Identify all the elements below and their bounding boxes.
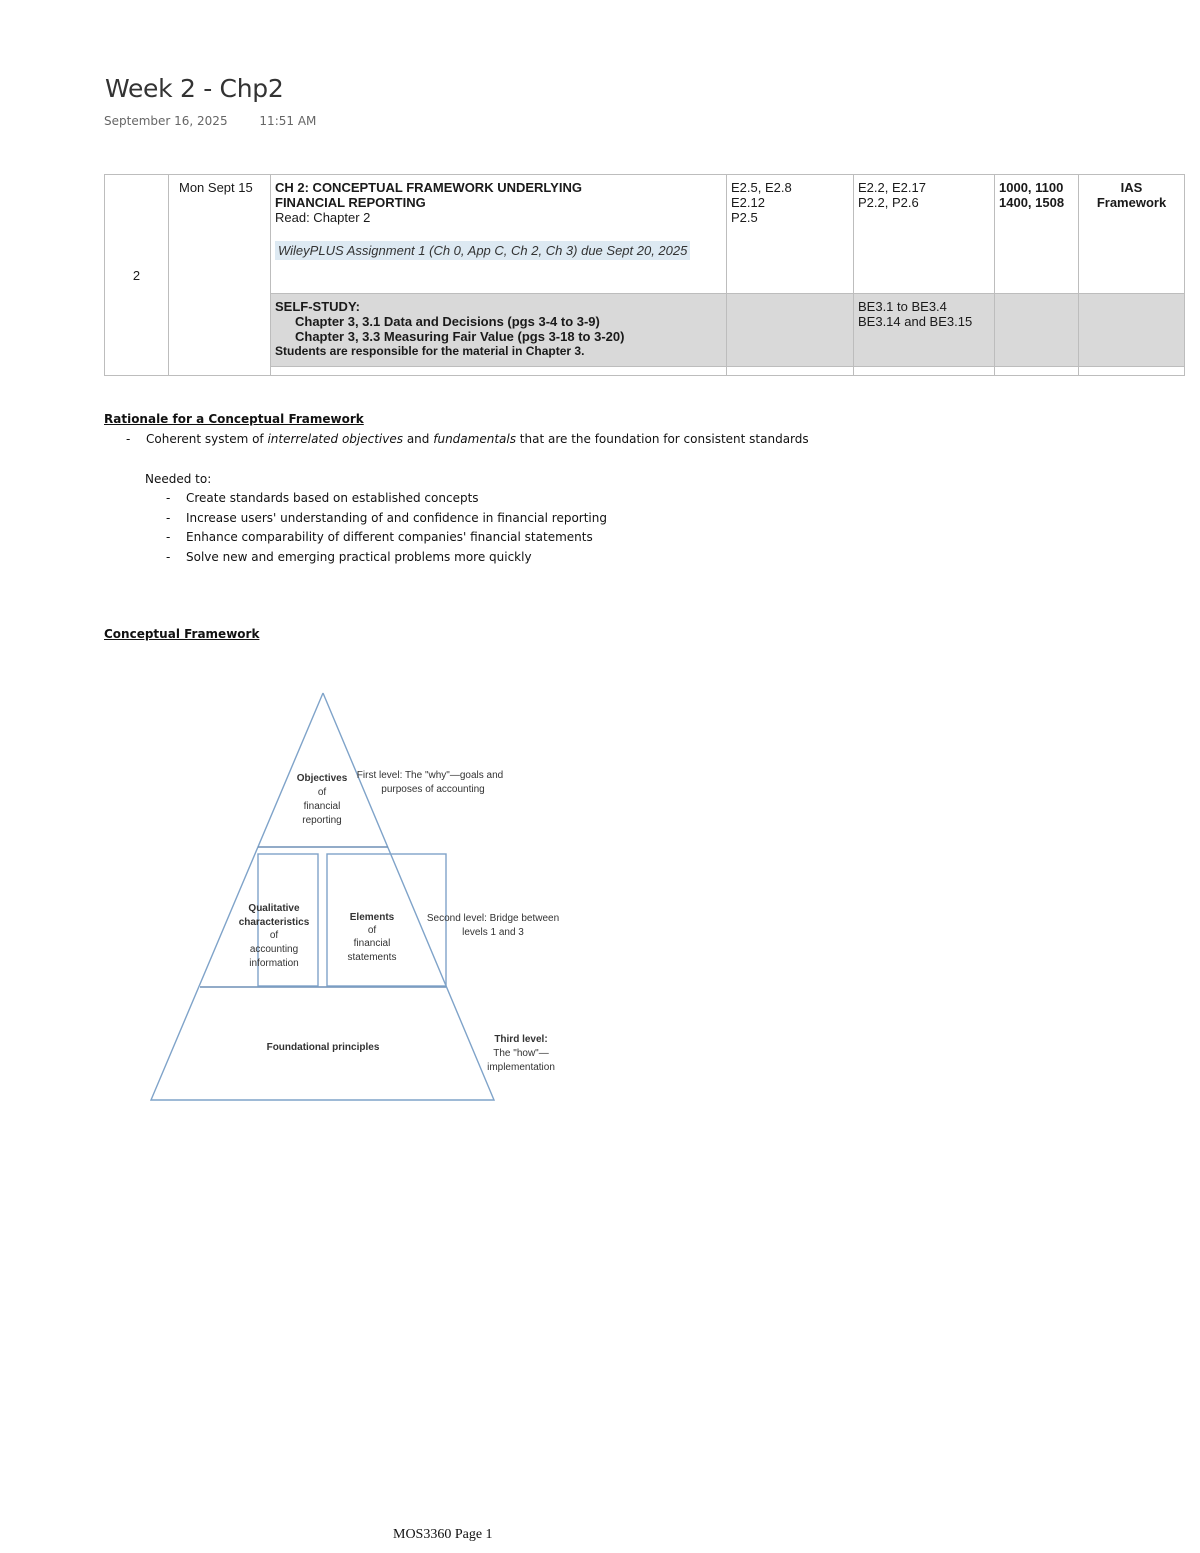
cpa-line: 1400, 1508 (999, 195, 1065, 210)
self-study-cell (271, 294, 727, 367)
self-study-title: SELF-STUDY: (275, 299, 360, 314)
self-study-cpa (995, 294, 1079, 367)
chapter-cell (271, 175, 727, 294)
exercises-cell (727, 175, 854, 294)
framework-cell (1079, 175, 1185, 294)
exercise-line: E2.12 (731, 195, 765, 210)
page-time: 11:51 AM (259, 114, 317, 128)
framework-heading: Conceptual Framework (104, 627, 260, 641)
page-title: Week 2 - Chp2 (105, 74, 284, 103)
exercise-line: P2.5 (731, 210, 758, 225)
needed-item: - Enhance comparability of different companies' financial statements (166, 530, 593, 544)
framework-line: Framework (1096, 195, 1167, 210)
needed-item: - Increase users' understanding of and confidence in financial reporting (166, 511, 607, 525)
practice-cell (854, 175, 995, 294)
empty-cell (995, 367, 1079, 376)
self-study-exercises (727, 294, 854, 367)
page-date: September 16, 2025 (104, 114, 228, 128)
empty-cell (271, 367, 727, 376)
exercise-line: E2.5, E2.8 (731, 180, 792, 195)
empty-cell (727, 367, 854, 376)
needed-item: - Solve new and emerging practical problems more quickly (166, 550, 532, 564)
level2-line: Second level: Bridge between (426, 913, 560, 924)
mid-left-line: characteristics (238, 917, 310, 928)
needed-item: - Create standards based on established concepts (166, 491, 479, 505)
cpa-line: 1000, 1100 (999, 180, 1064, 195)
chapter-title-2: FINANCIAL REPORTING (275, 195, 426, 210)
self-study-item: Chapter 3, 3.3 Measuring Fair Value (pgs 3-18 to 3-20) (295, 329, 625, 344)
top-box-line: financial (303, 801, 341, 812)
mid-left-line: of (269, 930, 279, 941)
level3-line: Third level: (494, 1034, 548, 1045)
empty-cell (1079, 367, 1185, 376)
mid-right-line: financial (353, 938, 391, 949)
level1-line: purposes of accounting (381, 784, 485, 795)
self-study-note: Students are responsible for the material in Chapter 3. (275, 344, 585, 358)
cpa-cell (995, 175, 1079, 294)
self-study-practice-line: BE3.1 to BE3.4 (858, 299, 947, 314)
mid-right-line: Elements (349, 912, 395, 923)
week-number: 2 (105, 175, 169, 376)
empty-cell (854, 367, 995, 376)
level3-line: implementation (487, 1062, 555, 1073)
reading: Read: Chapter 2 (275, 210, 371, 225)
level2-line: levels 1 and 3 (462, 927, 524, 938)
framework-line: IAS (1120, 180, 1143, 195)
schedule-table (104, 174, 1185, 376)
chapter-title-1: CH 2: CONCEPTUAL FRAMEWORK UNDERLYING (275, 180, 582, 195)
mid-left-line: information (249, 958, 299, 969)
mid-left-line: accounting (249, 944, 299, 955)
class-date: Mon Sept 15 (169, 175, 271, 376)
rationale-heading: Rationale for a Conceptual Framework (104, 412, 364, 426)
self-study-framework (1079, 294, 1185, 367)
bottom-label: Foundational principles (266, 1042, 380, 1053)
schedule-row-main (105, 175, 1185, 294)
mid-right-line: of (367, 925, 377, 936)
mid-left-line: Qualitative (248, 903, 300, 914)
page-timestamp (104, 114, 316, 128)
needed-label: Needed to: (145, 472, 212, 486)
self-study-practice-line: BE3.14 and BE3.15 (858, 314, 973, 329)
top-box-line: Objectives (296, 773, 348, 784)
level3-line: The "how"— (493, 1048, 549, 1059)
mid-right-line: statements (347, 952, 397, 963)
top-box-line: reporting (302, 815, 342, 826)
rationale-bullet: - Coherent system of interrelated objectives and fundamentals that are the foundation for consistent standards (126, 432, 809, 446)
self-study-practice (854, 294, 995, 367)
conceptual-framework-pyramid (140, 685, 580, 1110)
top-box-line: of (317, 787, 327, 798)
practice-line: E2.2, E2.17 (858, 180, 926, 195)
practice-line: P2.2, P2.6 (858, 195, 919, 210)
self-study-item: Chapter 3, 3.1 Data and Decisions (pgs 3-4 to 3-9) (295, 314, 600, 329)
level1-line: First level: The "why"—goals and (356, 770, 504, 781)
wileyplus-assignment: WileyPLUS Assignment 1 (Ch 0, App C, Ch 2, Ch 3) due Sept 20, 2025 (275, 241, 690, 260)
page-footer: MOS3360 Page 1 (393, 1527, 493, 1542)
